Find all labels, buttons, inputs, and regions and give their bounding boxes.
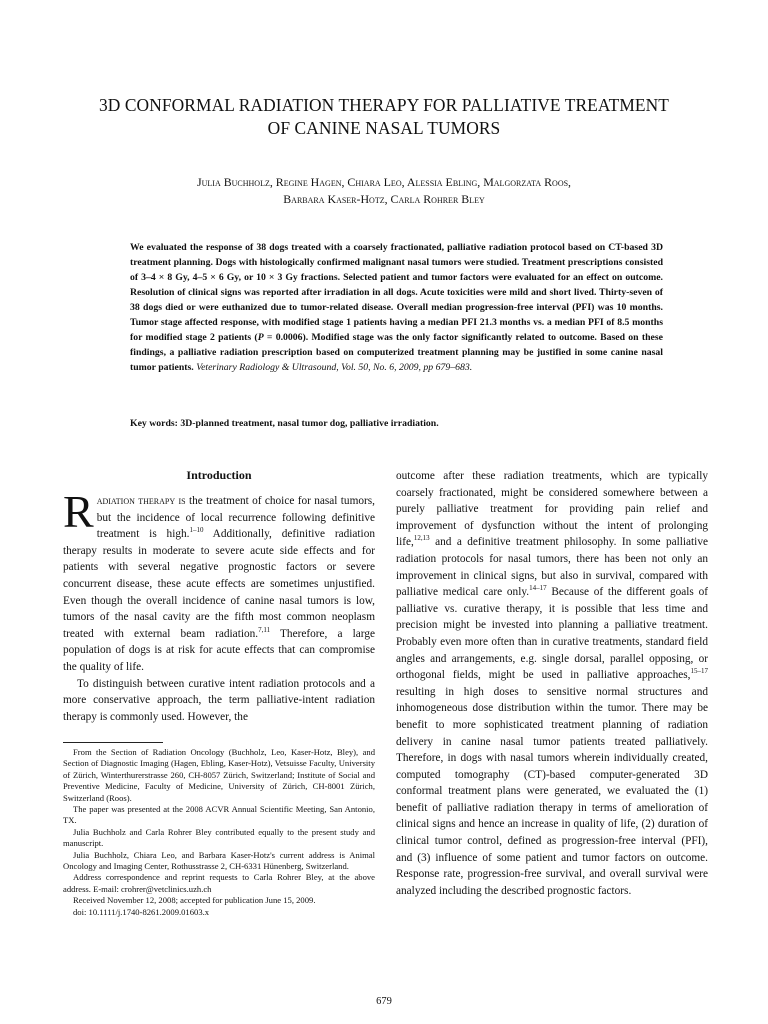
intro-paragraph-1 (63, 486, 375, 676)
left-column (63, 468, 375, 725)
title-line-2: OF CANINE NASAL TUMORS (267, 118, 501, 138)
intro-text-r4: resulting in high doses to sensitive normal structures and inhomogeneous dose distribution within the tumor. There may be benefit to more sophisticated treatment planning of radiation delivery in canine nasal tumor patients treated palliatively. Therefore, in dogs with nasal tumors wherein individually created, computed tomography (CT)-based computer-generated 3D conformal treatment plans were generated, we evaluated the (1) benefit of palliative radiation therapy in terms of amelioration of clinical signs and hence an increase in quality of life, (2) duration of clinical tumor control, defined as progression-free interval (PFI), and (3) influence of some patient and tumor factors on outcome. Response rate, progression-free survival, and overall survival were analyzed including the described prognostic factors. (396, 685, 708, 897)
page-number: 679 (376, 996, 392, 1007)
footnote-contribution: Julia Buchholz and Carla Rohrer Bley contributed equally to the present study and manuscript. (63, 826, 375, 849)
intro-paragraph-2: To distinguish between curative intent radiation protocols and a more conservative approach, the term palliative-intent radiation therapy is commonly used. However, the (63, 677, 375, 723)
title-line-1: 3D CONFORMAL RADIATION THERAPY FOR PALLIATIVE TREATMENT (98, 95, 670, 115)
intro-text-c: Therefore, a large population of dogs is at risk for acute effects that can compromise the quality of life. (63, 627, 375, 673)
footnotes (63, 742, 375, 918)
intro-text-b: Additionally, definitive radiation therapy results in moderate to severe acute side effects and for patients with several negative prognostic factors or severe concurrent disease, these acute effects are sometimes unjustified. Even though the overall incidence of canine nasal tumors is low, tumors of the nasal cavity are the fifth most common neoplasm treated with external beam radiation. (63, 528, 375, 640)
reference: 12,13 (413, 534, 430, 543)
footnote-presentation: The paper was presented at the 2008 ACVR Annual Scientific Meeting, San Antonio, TX. (63, 804, 375, 826)
reference: 15–17 (690, 667, 708, 676)
abstract-text: We evaluated the response of 38 dogs treated with a coarsely fractionated, palliative radiation protocol based on CT-based 3D treatment planning. Dogs with histologically confirmed malignant nasal tumors were studied. Treatment prescriptions consisted of 3–4 × 8 Gy, 4–5 × 6 Gy, or 10 × 3 Gy fractions. Selected patient and tumor factors were evaluated for an effect on outcome. Resolution of clinical signs was reported after irradiation in all dogs. Acute toxicities were mild and short lived. Thirty-seven of 38 dogs died or were euthanized due to tumor-related disease. Overall median progression-free interval (PFI) was 10 months. Tumor stage affected response, with modified stage 1 patients having a median PFI 21.3 months vs. a median PFI of 8.5 months for modified stage 2 patients ( (130, 242, 663, 343)
footnote-current-address: Julia Buchholz, Chiara Leo, and Barbara Kaser-Hotz's current address is Animal Oncology and Imaging Center, Rothusstrasse 2, CH-6331 Hünenberg, Switzerland. (63, 849, 375, 872)
keywords: Key words: 3D-planned treatment, nasal tumor dog, palliative irradiation. (130, 418, 439, 429)
right-column (396, 468, 708, 899)
reference: 7,11 (258, 625, 271, 634)
section-heading-introduction: Introduction (186, 468, 252, 482)
reference: 1–10 (189, 526, 204, 535)
footnote-received: Received November 12, 2008; accepted for publication June 15, 2009. (73, 895, 316, 906)
journal-citation: Veterinary Radiology & Ultrasound, Vol. 50, No. 6, 2009, pp 679–683. (196, 362, 473, 373)
intro-paragraph-continued (396, 468, 708, 899)
reference: 14–17 (529, 584, 547, 593)
abstract-text-cont: = 0.0006). Modified stage was the only factor significantly related to outcome. Based on these findings, a palliative radiation prescription based on computerized treatment planning may be justified in some canine nasal tumor patients. (130, 332, 663, 373)
drop-cap: R (63, 486, 94, 537)
intro-text-a: the treatment of choice for nasal tumors, but the incidence of local recurrence following definitive treatment is high. (96, 495, 375, 541)
authors-line-1: Julia Buchholz, Regine Hagen, Chiara Leo, Alessia Ebling, Malgorzata Roos, (196, 175, 572, 189)
footnote-divider (63, 742, 163, 743)
intro-text-r1: outcome after these radiation treatments, which are typically coarsely fractionated, might be considered somewhere between a purely palliative treatment for providing pain relief and improvement of dysfunction without the intent of prolonging life, (396, 470, 708, 549)
lead-in: adiation therapy is (96, 495, 186, 507)
article-title (40, 94, 728, 140)
abstract (130, 240, 663, 375)
footnote-correspondence: Address correspondence and reprint requests to Carla Rohrer Bley, at the above address. E-mail: crohrer@vetclinics.uzh.ch (63, 872, 375, 894)
intro-text-r2: and a definitive treatment philosophy. In some palliative radiation protocols for nasal tumors, there has been not only an improvement in clinical signs, but also in survival, compared with palliative medical care only. (396, 536, 708, 599)
authors-line-2: Barbara Kaser-Hotz, Carla Rohrer Bley (283, 192, 485, 206)
p-symbol: P (257, 332, 264, 343)
footnote-affiliations: From the Section of Radiation Oncology (Buchholz, Leo, Kaser-Hotz, Bley), and Section of Diagnostic Imaging (Hagen, Ebling, Kaser-Hotz), Vetsuisse Faculty, University of Zürich, Winterthurerstrasse 260, CH-8057 Zürich, Switzerland; Institute of Social and Preventive Medicine, Faculty of Medicine, University of Zürich, CH-8001 Zürich, Switzerland (Roos). (63, 747, 375, 803)
author-list (40, 174, 728, 208)
intro-text-r3: Because of the different goals of palliative vs. curative therapy, it is possible that less time and precision might be invested into planning a palliative treatment. Probably even more often than in curative treatments, standard field angles and arrangements, e.g. single dorsal, parallel opposing, or orthogonal fields, might be used in palliative approaches, (396, 586, 708, 682)
footnote-doi: doi: 10.1111/j.1740-8261.2009.01603.x (73, 906, 210, 917)
